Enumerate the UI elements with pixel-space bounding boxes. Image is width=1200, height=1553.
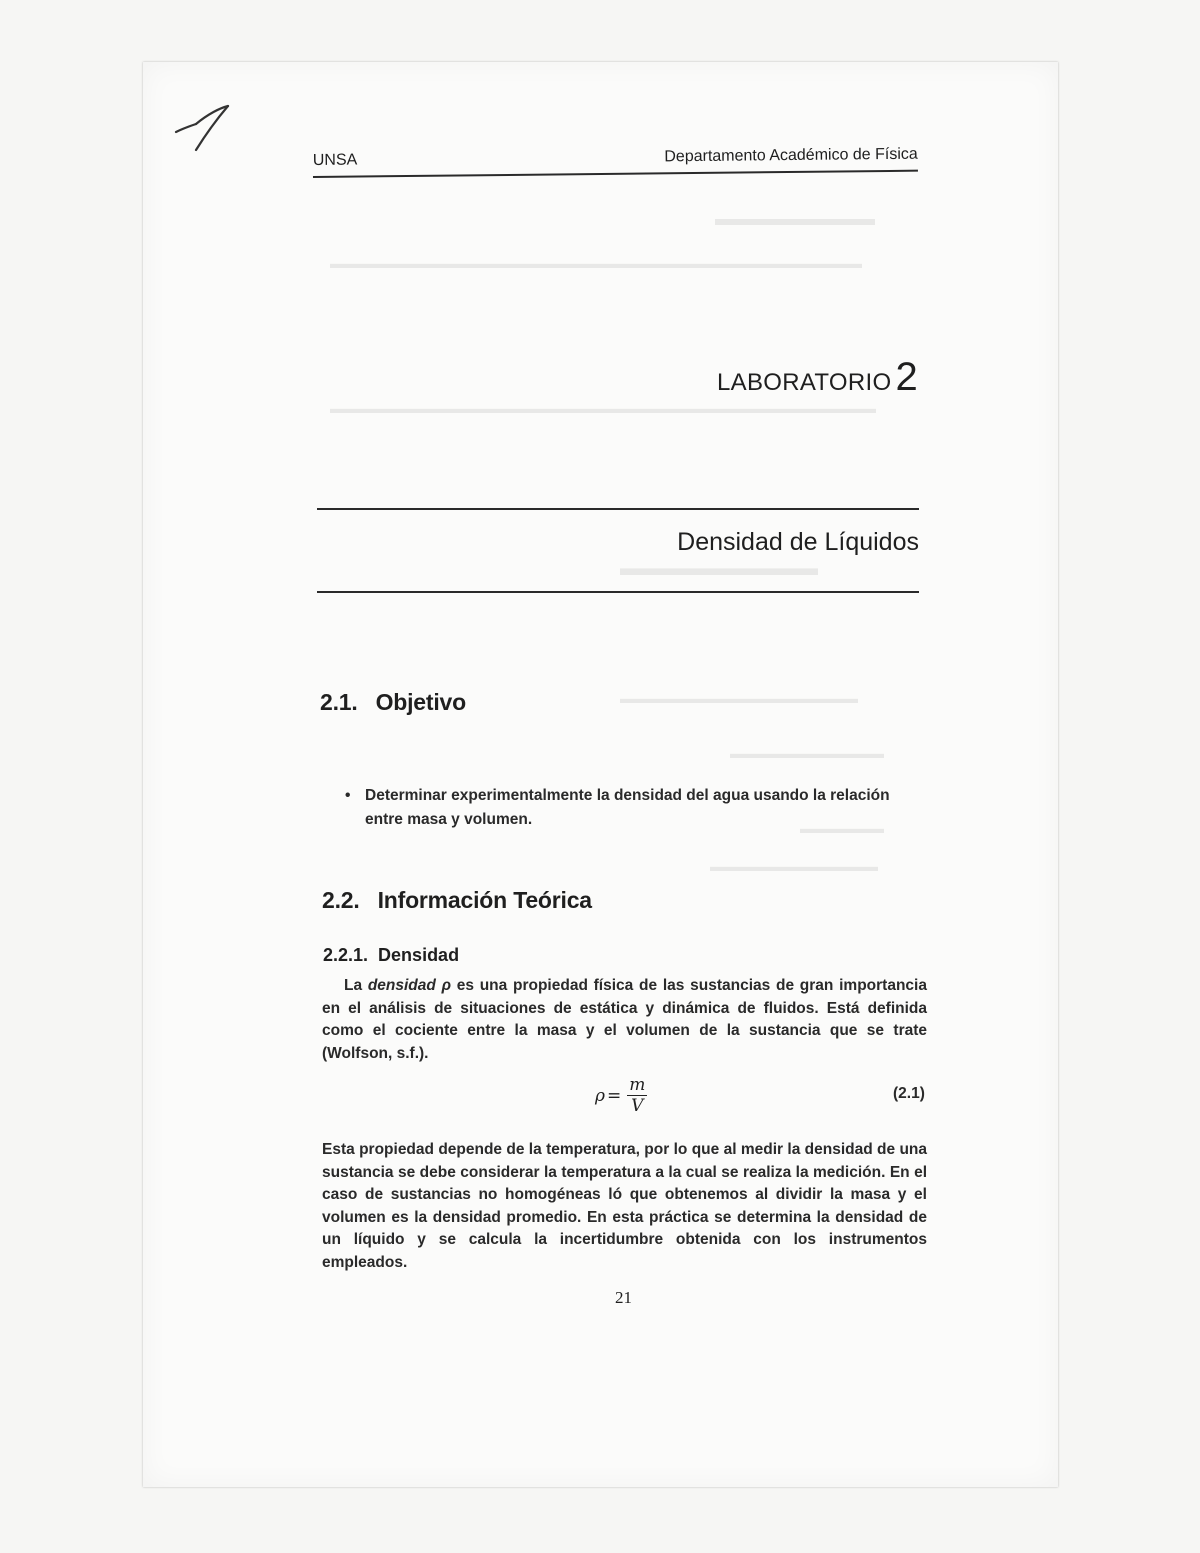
header-institution: UNSA bbox=[312, 151, 358, 170]
density-equation bbox=[595, 1075, 647, 1116]
paragraph-temperature: Esta propiedad depende de la temperatura, por lo que al medir la densidad de una sustancia se debe considerar la temperatura a la cual se realiza la medición. En el caso de sustancias no homogéneas ló que obtenemos al dividir la masa y el volumen es la densidad promedio. En esta práctica se determina la densidad de un líquido y se calcula la incertidumbre obtenida con los instrumentos empleados. bbox=[322, 1141, 927, 1271]
objective-text: Determinar experimentalmente la densidad del agua usando la relación entre masa y volumen. bbox=[365, 787, 890, 828]
term-densidad: densidad bbox=[367, 977, 436, 994]
subsection-heading-densidad bbox=[323, 945, 459, 966]
paragraph-definition-post: es una propiedad física de las sustancias de gran importancia en el análisis de situaciones de estática y dinámica de fluidos. Está definida como el cociente entre la masa y el volumen de la sustancia que se trate (Wolfson, s.f.). bbox=[322, 977, 927, 1062]
section-heading-informacion-teorica bbox=[322, 887, 592, 914]
equation-fraction bbox=[627, 1075, 647, 1116]
chapter-number: 2 bbox=[895, 355, 918, 399]
bleed-through-shading: ▬▬▬▬▬▬ bbox=[800, 820, 884, 836]
chapter-rule-top bbox=[317, 508, 919, 510]
page-number: 21 bbox=[615, 1288, 632, 1307]
chapter-rule-bottom bbox=[317, 591, 919, 593]
bleed-through-shading: ▬▬▬▬▬▬▬▬▬▬▬▬▬▬▬▬▬ bbox=[620, 690, 858, 706]
bleed-through-shading: ▬▬▬▬▬▬▬▬ bbox=[715, 208, 875, 230]
subsection-title: Densidad bbox=[378, 945, 460, 965]
handwritten-page-mark bbox=[170, 100, 240, 160]
objective-bullet bbox=[345, 784, 925, 832]
bleed-through-shading: ▬▬▬▬▬▬▬▬▬ bbox=[620, 555, 818, 580]
paragraph-definition bbox=[322, 975, 927, 1065]
bullet-dot-icon: • bbox=[345, 787, 351, 804]
bleed-through-shading: ▬▬▬▬▬▬▬▬▬▬▬▬▬▬▬▬▬▬▬▬▬▬▬▬▬▬▬▬▬▬▬▬▬▬▬▬▬▬▬ bbox=[330, 400, 876, 416]
chapter-label bbox=[717, 355, 918, 400]
chapter-label-text: LABORATORIO bbox=[717, 369, 892, 396]
equation-label: (2.1) bbox=[893, 1085, 925, 1102]
bleed-through-shading: ▬▬▬▬▬▬▬▬▬▬▬ bbox=[730, 745, 884, 761]
bleed-through-shading: ▬▬▬▬▬▬▬▬▬▬▬▬ bbox=[710, 858, 878, 874]
section-title: Información Teórica bbox=[377, 887, 592, 913]
subsection-number: 2.2.1. bbox=[323, 945, 369, 965]
bleed-through-shading: ▬▬▬▬▬▬▬▬▬▬▬▬▬▬▬▬▬▬▬▬▬▬▬▬▬▬▬▬▬▬▬▬▬▬▬▬▬▬ bbox=[330, 255, 862, 271]
equation-equals: = bbox=[607, 1085, 622, 1106]
section-title: Objetivo bbox=[375, 689, 466, 715]
section-heading-objetivo bbox=[320, 689, 466, 716]
paragraph-definition-pre: La bbox=[344, 977, 368, 994]
equation-numerator: m bbox=[629, 1075, 646, 1095]
equation-lhs: ρ bbox=[595, 1085, 605, 1106]
equation-denominator: V bbox=[631, 1096, 644, 1116]
section-number: 2.2. bbox=[322, 887, 360, 913]
chapter-title: Densidad de Líquidos bbox=[677, 528, 919, 556]
section-number: 2.1. bbox=[320, 689, 358, 715]
header-department: Departamento Académico de Física bbox=[664, 145, 918, 166]
rho-symbol: ρ bbox=[441, 977, 451, 994]
